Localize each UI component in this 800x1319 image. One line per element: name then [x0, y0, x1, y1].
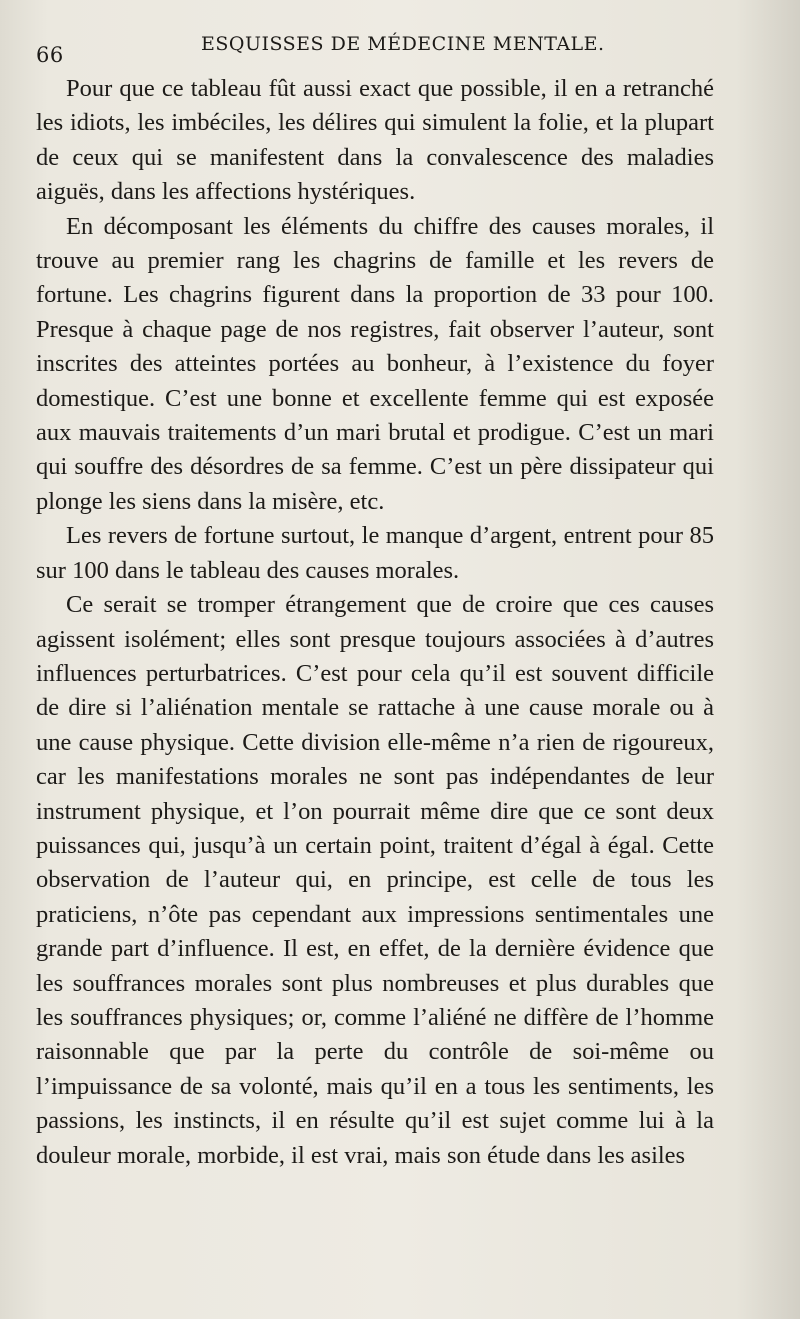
paragraph-3: Les revers de fortune surtout, le manque d’argent, entrent pour 85 sur 100 dans le tableau des causes morales. — [36, 522, 714, 584]
running-title: ESQUISSES DE MÉDECINE MENTALE. — [201, 33, 605, 55]
page-number: 66 — [36, 43, 64, 67]
page-header — [36, 33, 605, 67]
body-text — [36, 72, 714, 1173]
paragraph-1: Pour que ce tableau fût aussi exact que possible, il en a retranché les idiots, les imbéciles, les délires qui simulent la folie, et la plupart de ceux qui se manifestent dans la convalescence des maladies aiguës, dans les affections hystériques. — [36, 75, 714, 206]
paragraph-2: En décomposant les éléments du chiffre des causes morales, il trouve au premier rang les chagrins de famille et les revers de fortune. Les chagrins figurent dans la proportion de 33 pour 100. Presque à chaque page de nos registres, fait observer l’auteur, sont inscrites des atteintes portées au bonheur, à l’existence du foyer domestique. C’est une bonne et excellente femme qui est exposée aux mauvais traitements d’un mari brutal et prodigue. C’est un mari qui souffre des désordres de sa femme. C’est un père dissipateur qui plonge les siens dans la misère, etc. — [36, 212, 714, 515]
paragraph-4: Ce serait se tromper étrangement que de croire que ces causes agissent isolément; elles sont presque toujours associées à d’autres influences perturbatrices. C’est pour cela qu’il est souvent difficile de dire si l’aliénation mentale se rattache à une cause morale ou à une cause physique. Cette division elle-même n’a rien de rigoureux, car les manifestations morales ne sont pas indépendantes de leur instrument physique, et l’on pourrait même dire que ce sont deux puissances qui, jusqu’à un certain point, traitent d’égal à égal. Cette observation de l’auteur qui, en principe, est celle de tous les praticiens, n’ôte pas cependant aux impressions sentimentales une grande part d’influence. Il est, en effet, de la dernière évidence que les souffrances morales sont plus nombreuses et plus durables que les souffrances physiques; or, comme l’aliéné ne diffère de l’homme raisonnable que par la perte du contrôle de soi-même ou l’impuissance de sa volonté, mais qu’il en a tous les sentiments, les passions, les instincts, il en résulte qu’il est sujet comme lui à la douleur morale, morbide, il est vrai, mais son étude dans les asiles — [36, 591, 714, 1169]
